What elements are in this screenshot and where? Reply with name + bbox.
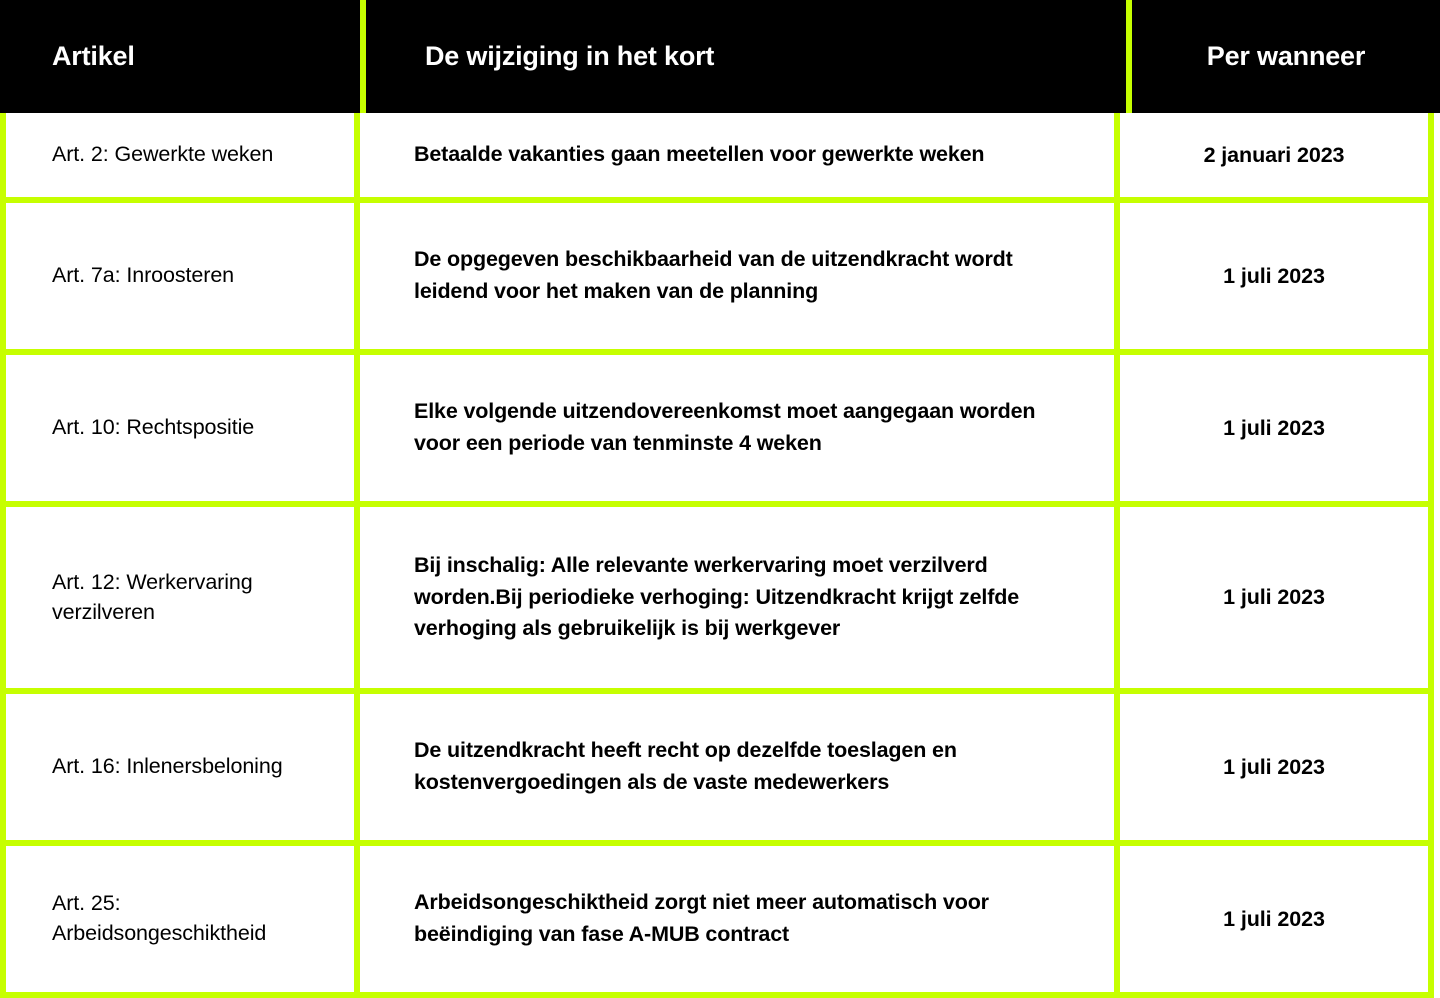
cell-wijziging [360,203,1120,349]
cell-artikel-text: Art. 16: Inlenersbeloning [52,754,283,779]
cell-wanneer-text: 1 juli 2023 [1223,754,1325,779]
table-header-row [0,0,1440,113]
column-header-wanneer-label: Per wanneer [1206,41,1366,71]
cell-wijziging [360,846,1120,992]
cell-artikel-text: Art. 12: Werkervaring verzilveren [52,569,253,624]
cell-wanneer-text: 2 januari 2023 [1203,142,1345,167]
cell-artikel [6,203,360,349]
cell-wijziging [360,113,1120,197]
cell-artikel [6,846,360,992]
cell-wanneer [1120,113,1428,197]
cell-artikel-text: Art. 2: Gewerkte weken [52,142,274,167]
column-header-wanneer [1132,0,1440,113]
cell-wanneer [1120,507,1428,688]
cell-wijziging-text: Betaalde vakanties gaan meetellen voor gewerkte weken [414,142,985,167]
column-header-artikel [0,0,360,113]
table-row [0,507,1434,694]
table-row [0,203,1434,355]
table-body [0,113,1434,998]
cell-wanneer-text: 1 juli 2023 [1223,415,1325,440]
cell-artikel [6,113,360,197]
cell-wanneer [1120,694,1428,840]
cell-wanneer-text: 1 juli 2023 [1223,585,1325,610]
table-row [0,355,1434,507]
cell-artikel [6,507,360,688]
header-column-divider-2 [1126,0,1132,113]
column-header-wijziging [366,0,1126,113]
table-row [0,113,1434,203]
cell-wijziging-text: Arbeidsongeschiktheid zorgt niet meer automatisch voor beëindiging van fase A-MUB contract [414,890,989,946]
table-row [0,846,1434,998]
cell-artikel [6,694,360,840]
cell-wijziging-text: De opgegeven beschikbaarheid van de uitzendkracht wordt leidend voor het maken van de planning [414,247,1013,303]
cell-wijziging-text: Bij inschalig: Alle relevante werkervaring moet verzilverd worden.Bij periodieke verhoging: Uitzendkracht krijgt zelfde verhoging als gebruikelijk is bij werkgever [414,552,1020,641]
column-header-artikel-label: Artikel [52,41,135,71]
cell-wijziging [360,507,1120,688]
cell-wijziging [360,355,1120,501]
cell-wanneer-text: 1 juli 2023 [1223,906,1325,931]
cell-wanneer [1120,203,1428,349]
cell-wanneer-text: 1 juli 2023 [1223,263,1325,288]
cell-wanneer [1120,355,1428,501]
cell-wijziging-text: Elke volgende uitzendovereenkomst moet aangegaan worden voor een periode van tenminste 4 weken [414,399,1036,455]
cell-wijziging [360,694,1120,840]
cell-wijziging-text: De uitzendkracht heeft recht op dezelfde toeslagen en kostenvergoedingen als de vaste medewerkers [414,738,957,794]
cell-artikel [6,355,360,501]
cell-wanneer [1120,846,1428,992]
column-header-wijziging-label: De wijziging in het kort [425,41,715,71]
cell-artikel-text: Art. 7a: Inroosteren [52,263,235,288]
table-row [0,694,1434,846]
cell-artikel-text: Art. 10: Rechtspositie [52,415,255,440]
cell-artikel-text: Art. 25: Arbeidsongeschiktheid [52,891,267,945]
header-column-divider-1 [360,0,366,113]
